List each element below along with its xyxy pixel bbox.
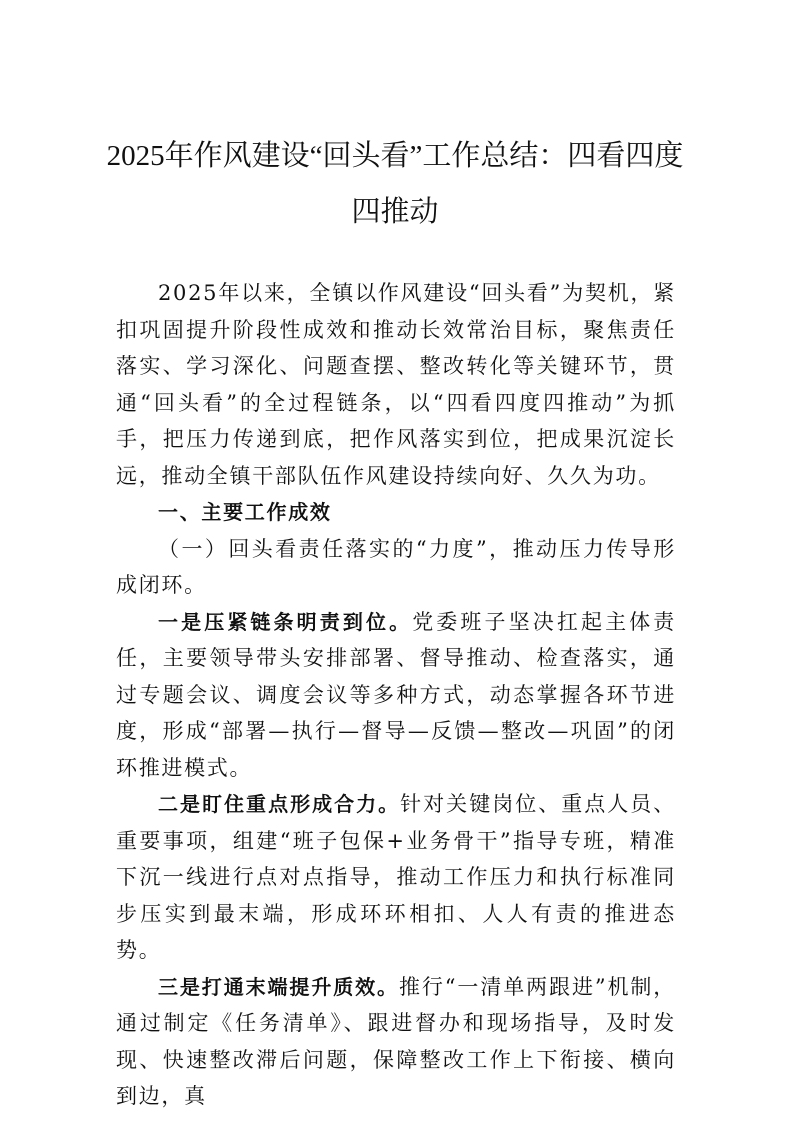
point-lead-2: 二是盯住重点形成合力。 xyxy=(158,792,401,816)
point-lead-1: 一是压紧链条明责到位。 xyxy=(158,609,413,634)
point-paragraph-3 xyxy=(116,969,676,1115)
subsection-heading: （一）回头看责任落实的“力度”，推动压力传导形成闭环。 xyxy=(116,536,676,597)
point-text-2: 针对关键岗位、重点人员、重要事项，组建“班子包保+业务骨干”指导专班，精准下沉一线进行点对点指导，推动工作压力和执行标准同步压实到最末端，形成环环相扣、人人有责的推进态势。 xyxy=(116,792,677,962)
point-paragraph-2 xyxy=(116,786,676,969)
document-body xyxy=(116,275,676,1115)
point-text-1: 党委班子坚决扛起主体责任，主要领导带头安排部署、督导推动、检查落实，通过专题会议、调度会议等多种方式，动态掌握各环节进度，形成“部署—执行—督导—反馈—整改—巩固”的闭环推进模式。 xyxy=(116,609,676,780)
point-paragraph-1 xyxy=(116,604,676,787)
section-heading: 一、主要工作成效 xyxy=(158,500,332,524)
point-lead-3: 三是打通末端提升质效。 xyxy=(158,974,399,999)
point-text-3: 推行“一清单两跟进”机制，通过制定《任务清单》、跟进督办和现场指导，及时发现、快速整改滞后问题，保障整改工作上下衔接、横向到边，真 xyxy=(116,974,677,1108)
intro-paragraph: 2025年以来，全镇以作风建设“回头看”为契机，紧扣巩固提升阶段性成效和推动长效常治目标，聚焦责任落实、学习深化、问题查摆、整改转化等关键环节，贯通“回头看”的全过程链条，以“四看四度四推动”为抓手，把压力传递到底，把作风落实到位，把成果沉淀长远，推动全镇干部队伍作风建设持续向好、久久为功。 xyxy=(116,281,676,488)
document-title: 2025年作风建设“回头看”工作总结：四看四度四推动 xyxy=(106,140,684,228)
